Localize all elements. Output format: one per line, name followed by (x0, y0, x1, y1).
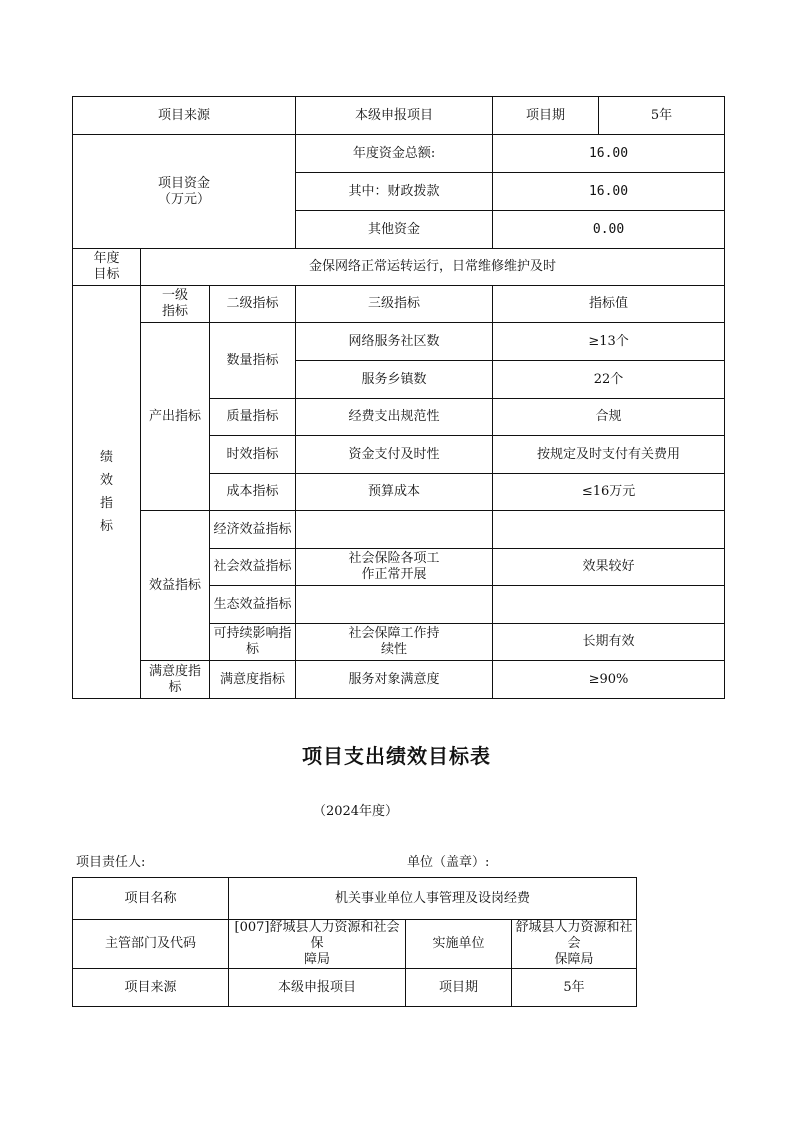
satisfaction-name: 服务对象满意度 (296, 661, 493, 699)
funds-label-text: 项目资金 （万元） (158, 175, 211, 207)
performance-table-continued (72, 96, 725, 699)
social-benefit-value: 效果较好 (493, 549, 725, 586)
quality-name: 经费支出规范性 (296, 399, 493, 436)
project-period-label: 项目期 (406, 969, 512, 1007)
header-level1 (141, 286, 210, 323)
page-title: 项目支出绩效目标表 (302, 744, 491, 768)
sustainable-impact-label (210, 624, 296, 661)
quality-indicators-label: 质量指标 (210, 399, 296, 436)
community-count-value: ≥13个 (493, 323, 725, 361)
benefit-indicators-label: 效益指标 (141, 511, 210, 661)
header-level1-text: 一级 指标 (161, 288, 188, 319)
community-count-name: 网络服务社区数 (296, 323, 493, 361)
economic-benefit-value (493, 511, 725, 549)
project-source-value: 本级申报项目 (229, 969, 406, 1007)
fiscal-funds-value: 16.00 (493, 173, 725, 211)
annual-goal-value: 金保网络正常运转运行，日常维修维护及时 (141, 249, 725, 286)
sustainable-impact-name-text: 社会保障工作持 续性 (348, 626, 440, 657)
project-name-label: 项目名称 (73, 878, 229, 920)
timeliness-value: 按规定及时支付有关费用 (493, 436, 725, 474)
township-count-name: 服务乡镇数 (296, 361, 493, 399)
sustainable-impact-label-text: 可持续影响指 标 (213, 626, 292, 657)
ecological-benefit-name (296, 586, 493, 624)
cost-name: 预算成本 (296, 474, 493, 511)
performance-indicators-label (73, 286, 141, 699)
output-indicators-label: 产出指标 (141, 323, 210, 511)
cost-value: ≤16万元 (493, 474, 725, 511)
sustainable-impact-name (296, 624, 493, 661)
source-label: 项目来源 (73, 97, 296, 135)
quality-value: 合规 (493, 399, 725, 436)
annual-goal-label (73, 249, 141, 286)
other-funds-label: 其他资金 (296, 211, 493, 249)
other-funds-value: 0.00 (493, 211, 725, 249)
implementing-unit-label: 实施单位 (406, 920, 512, 969)
timeliness-indicators-label: 时效指标 (210, 436, 296, 474)
ecological-benefit-label: 生态效益指标 (210, 586, 296, 624)
report-year: （2024年度） (312, 804, 399, 819)
township-count-value: 22个 (493, 361, 725, 399)
social-benefit-label: 社会效益指标 (210, 549, 296, 586)
satisfaction-value: ≥90% (493, 661, 725, 699)
satisfaction-level2: 满意度指标 (210, 661, 296, 699)
fiscal-funds-label: 其中：财政拨款 (296, 173, 493, 211)
economic-benefit-name (296, 511, 493, 549)
header-value: 指标值 (493, 286, 725, 323)
social-benefit-name (296, 549, 493, 586)
unit-seal-label: 单位（盖章）: (407, 855, 490, 870)
social-benefit-name-text: 社会保险各项工 作正常开展 (348, 551, 440, 582)
annual-goal-label-text: 年度 目标 (93, 251, 120, 282)
timeliness-name: 资金支付及时性 (296, 436, 493, 474)
total-funds-label: 年度资金总额: (296, 135, 493, 173)
header-level3: 三级指标 (296, 286, 493, 323)
economic-benefit-label: 经济效益指标 (210, 511, 296, 549)
project-period-value: 5年 (512, 969, 637, 1007)
project-name-value: 机关事业单位人事管理及设岗经费 (229, 878, 637, 920)
department-label: 主管部门及代码 (73, 920, 229, 969)
performance-indicators-text: 绩效指标 (99, 450, 113, 534)
sustainable-impact-value: 长期有效 (493, 624, 725, 661)
total-funds-value: 16.00 (493, 135, 725, 173)
project-info-table (72, 877, 637, 1007)
period-label: 项目期 (493, 97, 599, 135)
cost-indicators-label: 成本指标 (210, 474, 296, 511)
department-value-text: [007]舒城县人力资源和社会保 障局 (234, 920, 400, 967)
ecological-benefit-value (493, 586, 725, 624)
department-value (229, 920, 406, 969)
satisfaction-level1 (141, 661, 210, 699)
implementing-unit-value (512, 920, 637, 969)
header-level2: 二级指标 (210, 286, 296, 323)
quantity-indicators-label: 数量指标 (210, 323, 296, 399)
satisfaction-level1-text: 满意度指 标 (148, 663, 201, 695)
project-responsible-label: 项目责任人: (76, 855, 146, 870)
implementing-unit-value-text: 舒城县人力资源和社会 保障局 (515, 920, 633, 967)
period-value: 5年 (599, 97, 725, 135)
funds-label (73, 135, 296, 249)
project-source-label: 项目来源 (73, 969, 229, 1007)
source-value: 本级申报项目 (296, 97, 493, 135)
